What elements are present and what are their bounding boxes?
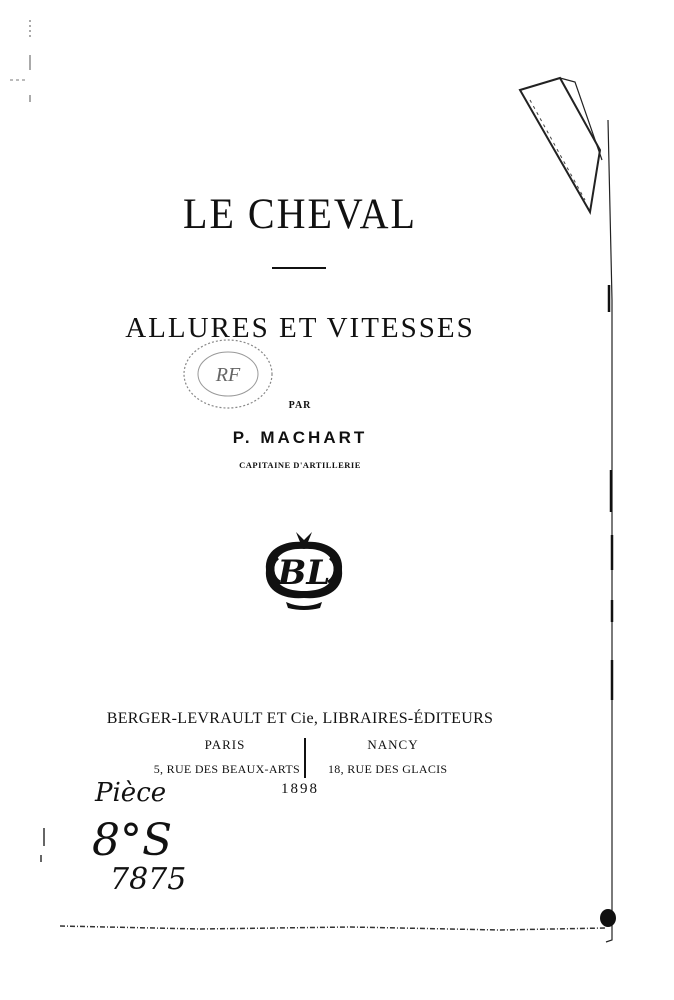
- address-divider: [304, 738, 306, 778]
- city-paris: PARIS: [204, 737, 246, 752]
- shelfmark-line-2: 8°S: [92, 815, 173, 866]
- by-label: PAR: [288, 400, 312, 411]
- stamp-text: RF: [215, 364, 241, 386]
- address-paris: 5, RUE DES BEAUX-ARTS: [153, 762, 300, 776]
- title-rule: [272, 267, 326, 269]
- author-rank: CAPITAINE D'ARTILLERIE: [239, 460, 361, 470]
- publication-year: 1898: [281, 781, 319, 797]
- shelfmark-line-3: 7875: [110, 862, 187, 897]
- monogram-text: BL: [277, 553, 331, 593]
- publisher-monogram-icon: [256, 528, 352, 612]
- address-nancy: 18, RUE DES GLACIS: [328, 762, 448, 776]
- city-nancy: NANCY: [367, 737, 419, 752]
- shelfmark-line-1: Pièce: [95, 778, 167, 808]
- book-title: LE CHEVAL: [183, 189, 417, 238]
- publisher-line: BERGER-LEVRAULT ET Cie, LIBRAIRES-ÉDITEURS: [106, 710, 494, 727]
- book-subtitle: ALLURES ET VITESSES: [125, 312, 475, 344]
- author-name: P. MACHART: [232, 428, 368, 447]
